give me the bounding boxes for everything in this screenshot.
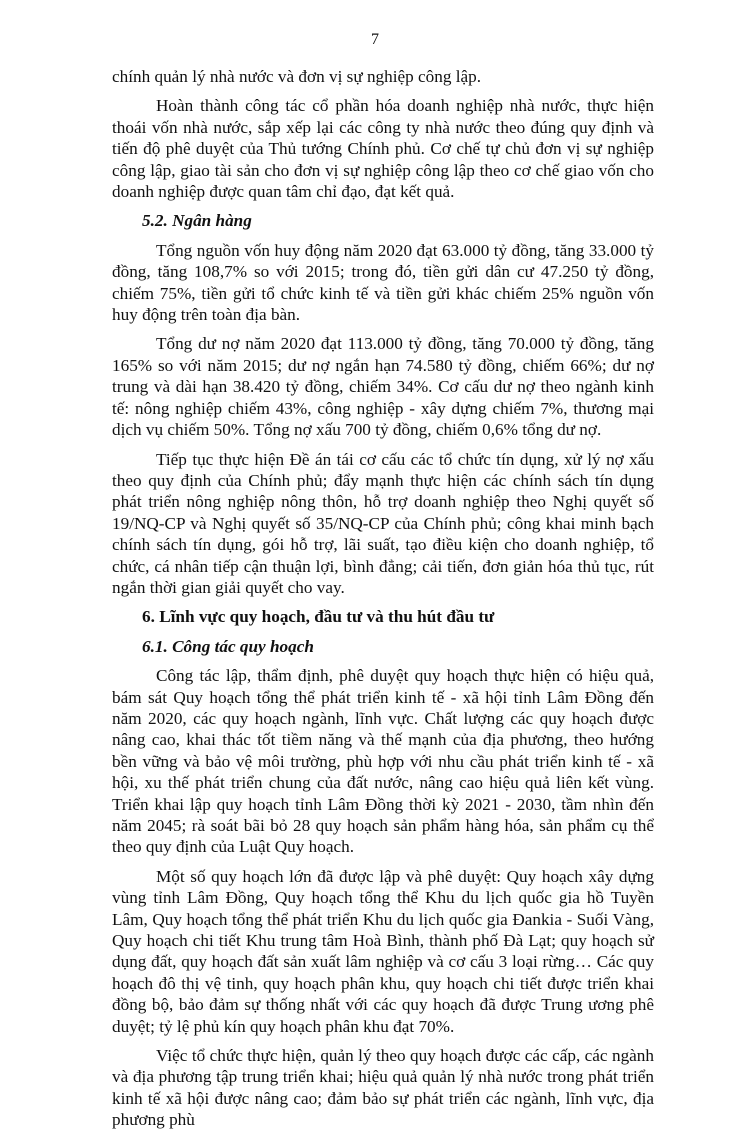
- paragraph: Việc tổ chức thực hiện, quản lý theo quy hoạch được các cấp, các ngành và địa phương tập trung triển khai; hiệu quả quản lý nhà nước trong phát triển kinh tế xã hội được nâng cao; đảm bảo sự phát triển các ngành, lĩnh vực, địa phương phù: [112, 1046, 654, 1130]
- paragraph: Tổng nguồn vốn huy động năm 2020 đạt 63.000 tỷ đồng, tăng 33.000 tỷ đồng, tăng 108,7% so với 2015; trong đó, tiền gửi dân cư 47.250 tỷ đồng, chiếm 75%, tiền gửi tổ chức kinh tế và tiền gửi khác chiếm 25% nguồn vốn huy động trên toàn địa bàn.: [112, 240, 654, 325]
- section-heading-6: 6. Lĩnh vực quy hoạch, đầu tư và thu hút đầu tư: [142, 607, 495, 627]
- paragraph: Tiếp tục thực hiện Đề án tái cơ cấu các tổ chức tín dụng, xử lý nợ xấu theo quy định của Chính phủ; đẩy mạnh thực hiện các chính sách tín dụng phát triển nông nghiệp nông thôn, hỗ trợ doanh nghiệp theo Nghị quyết số 19/NQ-CP và Nghị quyết số 35/NQ-CP của Chính phủ; công khai minh bạch chính sách tín dụng, gói hỗ trợ, lãi suất, tạo điều kiện cho doanh nghiệp, tổ chức, cá nhân tiếp cận thuận lợi, bình đẳng; cải tiến, đơn giản hóa thủ tục, rút ngắn thời gian giải quyết cho vay.: [112, 449, 654, 597]
- paragraph: Hoàn thành công tác cổ phần hóa doanh nghiệp nhà nước, thực hiện thoái vốn nhà nước, sắp xếp lại các công ty nhà nước theo đúng quy định và tiến độ phê duyệt của Thủ tướng Chính phủ. Cơ chế tự chủ đơn vị sự nghiệp công lập, giao tài sản cho đơn vị sự nghiệp công lập theo cơ chế giao vốn cho doanh nghiệp được quan tâm chỉ đạo, đạt kết quả.: [112, 96, 654, 202]
- paragraph: Tổng dư nợ năm 2020 đạt 113.000 tỷ đồng, tăng 70.000 tỷ đồng, tăng 165% so với năm 2015; dư nợ ngắn hạn 74.580 tỷ đồng, chiếm 66%; dư nợ trung và dài hạn 38.420 tỷ đồng, chiếm 34%. Cơ cấu dư nợ theo ngành kinh tế: nông nghiệp chiếm 43%, công nghiệp - xây dựng chiếm 7%, thương mại dịch vụ chiếm 50%. Tổng nợ xấu 700 tỷ đồng, chiếm 0,6% tổng dư nợ.: [112, 334, 654, 440]
- section-heading-5-2: 5.2. Ngân hàng: [142, 211, 252, 231]
- paragraph: Công tác lập, thẩm định, phê duyệt quy hoạch thực hiện có hiệu quả, bám sát Quy hoạch tổng thể phát triển kinh tế - xã hội tỉnh Lâm Đồng đến năm 2020, các quy hoạch ngành, lĩnh vực. Chất lượng các quy hoạch được nâng cao, khai thác tốt tiềm năng và thế mạnh của địa phương, theo hướng bền vững và bảo vệ môi trường, phù hợp với nhu cầu phát triển kinh tế - xã hội, xu thế phát triển chung của đất nước, nâng cao hiệu quả liên kết vùng. Triển khai lập quy hoạch tỉnh Lâm Đồng thời kỳ 2021 - 2030, tầm nhìn đến năm 2045; rà soát bãi bỏ 28 quy hoạch sản phẩm hàng hóa, sản phẩm cụ thể theo quy định của Luật Quy hoạch.: [112, 666, 654, 857]
- document-body: [112, 66, 654, 1131]
- page-number: 7: [371, 31, 379, 48]
- section-heading-6-1: 6.1. Công tác quy hoạch: [142, 636, 314, 656]
- paragraph: chính quản lý nhà nước và đơn vị sự nghiệp công lập.: [112, 67, 482, 86]
- paragraph: Một số quy hoạch lớn đã được lập và phê duyệt: Quy hoạch xây dựng vùng tỉnh Lâm Đồng, Quy hoạch tổng thể Khu du lịch quốc gia hồ Tuyền Lâm, Quy hoạch tổng thể phát triển Khu du lịch quốc gia Đankia - Suối Vàng, Quy hoạch chi tiết Khu trung tâm Hoà Bình, thành phố Đà Lạt; quy hoạch sử dụng đất, quy hoạch đất sản xuất lâm nghiệp và cơ cấu 3 loại rừng… Các quy hoạch đô thị vệ tinh, quy hoạch phân khu, quy hoạch chi tiết được triển khai đồng bộ, bảo đảm sự thống nhất với các quy hoạch đã được Trung ương phê duyệt; tỷ lệ phủ kín quy hoạch phân khu đạt 70%.: [112, 866, 654, 1036]
